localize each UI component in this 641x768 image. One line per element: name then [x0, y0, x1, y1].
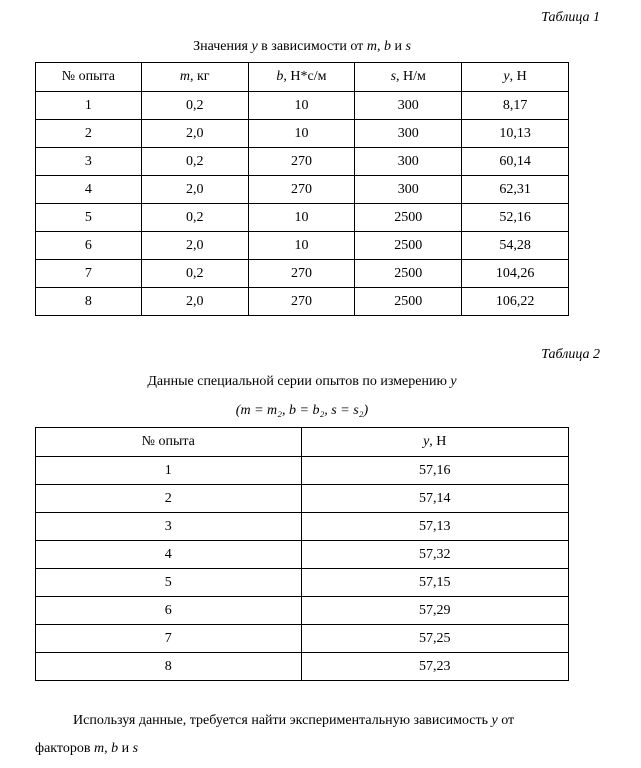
table1-cell: 10,13 [462, 120, 569, 148]
table1-title: Значения у в зависимости от m, b и s [193, 39, 411, 54]
table1-header-cell [141, 63, 248, 92]
table2-cell: 57,32 [301, 541, 569, 569]
paragraph-line-2: факторов m, b и s [35, 741, 139, 756]
table1-cell: 60,14 [462, 148, 569, 176]
table1-header-unit: , кг [189, 69, 210, 84]
table1-cell: 270 [248, 176, 355, 204]
table1-row [36, 260, 569, 288]
table1-header-var: m [179, 69, 190, 84]
table1-row [36, 232, 569, 260]
table2-body [36, 457, 569, 681]
table1-cell: 52,16 [462, 204, 569, 232]
table1-row [36, 204, 569, 232]
table1-cell: 10 [248, 204, 355, 232]
table1-row [36, 148, 569, 176]
table2-caption: Таблица 2 [541, 347, 600, 362]
table2-header-unit: , Н [429, 434, 447, 449]
table2-cell: 7 [36, 625, 302, 653]
table1-header-unit: , Н*с/м [283, 69, 327, 84]
table2-cell: 3 [36, 513, 302, 541]
table1-header-unit: , Н [509, 69, 527, 84]
paragraph-line-1: Используя данные, требуется найти экспериментальную зависимость у от [73, 713, 515, 728]
table1-cell: 2500 [355, 288, 462, 316]
table1-cell: 300 [355, 176, 462, 204]
table2-cell: 57,23 [301, 653, 569, 681]
table1-cell: 8 [36, 288, 142, 316]
table1-header-cell [355, 63, 462, 92]
table1-cell: 4 [36, 176, 142, 204]
table1-header-var: b [276, 69, 284, 84]
table2-row [36, 457, 569, 485]
table2-header-var: y [423, 434, 430, 449]
table2 [35, 427, 569, 681]
table1-cell: 62,31 [462, 176, 569, 204]
table2-row [36, 541, 569, 569]
table1-cell: 54,28 [462, 232, 569, 260]
table1-cell: 0,2 [141, 148, 248, 176]
table1-cell: 5 [36, 204, 142, 232]
table1-cell: 270 [248, 148, 355, 176]
table1-header-cell [462, 63, 569, 92]
table1-cell: 0,2 [141, 260, 248, 288]
table1-cell: 2,0 [141, 232, 248, 260]
table2-cell: 57,13 [301, 513, 569, 541]
table1-cell: 2,0 [141, 176, 248, 204]
table1-row [36, 288, 569, 316]
table1-cell: 2500 [355, 204, 462, 232]
task-paragraph [35, 707, 605, 763]
table1-header-cell [248, 63, 355, 92]
table1-cell: 10 [248, 92, 355, 120]
table1-row [36, 176, 569, 204]
table2-header-cell [301, 428, 569, 457]
table1-cell: 10 [248, 120, 355, 148]
table1-cell: 3 [36, 148, 142, 176]
table2-row [36, 569, 569, 597]
table2-header-cell [36, 428, 302, 457]
table2-cell: 2 [36, 485, 302, 513]
table2-cell: 57,14 [301, 485, 569, 513]
table1-cell: 1 [36, 92, 142, 120]
table2-title: Данные специальной серии опытов по измерению y [147, 374, 457, 389]
table2-cell: 1 [36, 457, 302, 485]
table1 [35, 62, 569, 316]
table1-header-cell [36, 63, 142, 92]
table1-caption: Таблица 1 [541, 10, 600, 25]
table2-cell: 8 [36, 653, 302, 681]
table2-cell: 57,16 [301, 457, 569, 485]
table2-cell: 4 [36, 541, 302, 569]
table2-row [36, 485, 569, 513]
table2-row [36, 513, 569, 541]
table1-cell: 2500 [355, 232, 462, 260]
table1-cell: 0,2 [141, 92, 248, 120]
table2-cell: 5 [36, 569, 302, 597]
table1-body [36, 92, 569, 316]
table2-header-unit: № опыта [141, 434, 195, 449]
table2-condition: (m = m₂, b = b₂, s = s₂) [235, 403, 369, 418]
table2-row [36, 597, 569, 625]
table1-cell: 7 [36, 260, 142, 288]
table1-cell: 2,0 [141, 288, 248, 316]
table1-cell: 2 [36, 120, 142, 148]
table1-cell: 2500 [355, 260, 462, 288]
table2-row [36, 625, 569, 653]
table1-header-unit: , Н/м [396, 69, 426, 84]
table1-header-var: s [390, 69, 397, 84]
table1-cell: 270 [248, 260, 355, 288]
table1-cell: 300 [355, 148, 462, 176]
table1-cell: 10 [248, 232, 355, 260]
table2-cell: 57,15 [301, 569, 569, 597]
table1-cell: 0,2 [141, 204, 248, 232]
table2-cell: 57,25 [301, 625, 569, 653]
table1-cell: 270 [248, 288, 355, 316]
table2-cell: 57,29 [301, 597, 569, 625]
table1-header-unit: № опыта [61, 69, 116, 84]
table2-cell: 6 [36, 597, 302, 625]
table1-header-row [36, 63, 569, 92]
table1-cell: 106,22 [462, 288, 569, 316]
table1-cell: 300 [355, 92, 462, 120]
table1-header-var: y [503, 69, 510, 84]
table1-cell: 8,17 [462, 92, 569, 120]
table2-header-row [36, 428, 569, 457]
table1-row [36, 120, 569, 148]
table1-cell: 104,26 [462, 260, 569, 288]
table1-row [36, 92, 569, 120]
table2-row [36, 653, 569, 681]
table1-cell: 300 [355, 120, 462, 148]
table1-cell: 2,0 [141, 120, 248, 148]
table1-cell: 6 [36, 232, 142, 260]
